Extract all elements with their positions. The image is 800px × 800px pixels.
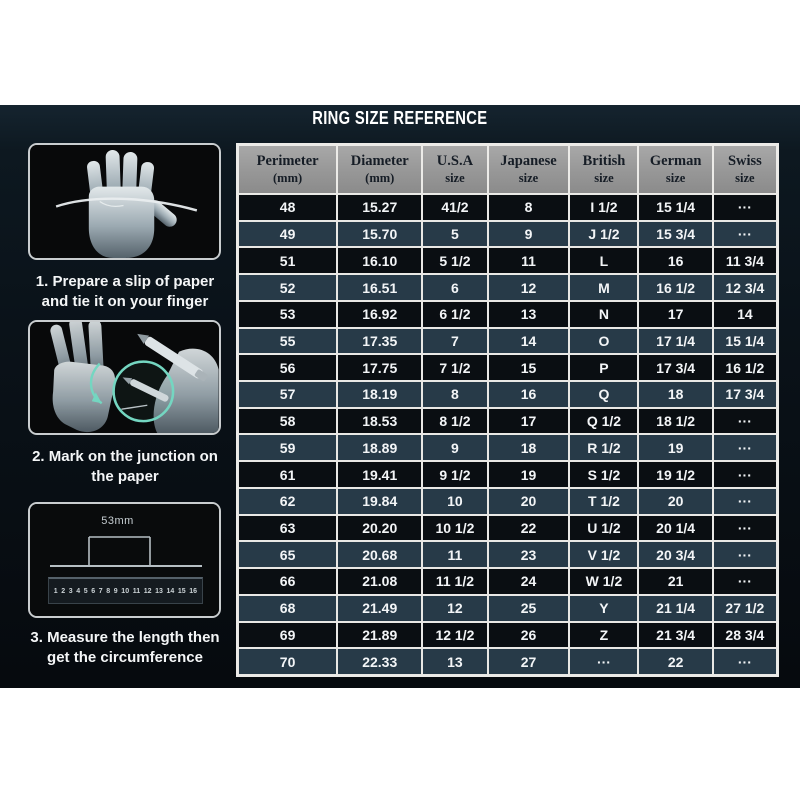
table-cell: N	[569, 301, 638, 328]
table-row	[238, 194, 777, 221]
marking-hands-icon	[30, 322, 219, 433]
step-2-caption-line-2: the paper	[91, 467, 159, 485]
table-cell: 17.75	[337, 354, 422, 381]
table-cell: 17 3/4	[713, 381, 777, 408]
page-title: RING SIZE REFERENCE	[312, 108, 488, 128]
header-cell-german: German size	[638, 145, 712, 194]
table-cell: ···	[713, 221, 777, 248]
ruler-number: 15	[177, 587, 186, 595]
table-cell: 21 1/4	[638, 595, 712, 622]
table-cell: 63	[238, 515, 337, 542]
table-cell: 15.27	[337, 194, 422, 221]
header-cell-swiss: Swiss size	[713, 145, 777, 194]
table-cell: 16 1/2	[713, 354, 777, 381]
ring-size-table	[236, 143, 779, 677]
ruler-number: 11	[132, 587, 141, 595]
table-cell: 17	[638, 301, 712, 328]
table-cell: 69	[238, 622, 337, 649]
table-cell: 9	[422, 434, 487, 461]
table-cell: 15 3/4	[638, 221, 712, 248]
table-cell: J 1/2	[569, 221, 638, 248]
table-cell: 9 1/2	[422, 461, 487, 488]
ruler-number: 6	[91, 587, 96, 595]
table-cell: 12 1/2	[422, 622, 487, 649]
table-cell: 10	[422, 488, 487, 515]
table-cell: 70	[238, 648, 337, 675]
table-cell: 23	[488, 541, 570, 568]
table-cell: 7	[422, 328, 487, 355]
step-1-caption	[0, 272, 250, 312]
ruler-number: 5	[83, 587, 88, 595]
table-cell: 57	[238, 381, 337, 408]
table-cell: 15 1/4	[638, 194, 712, 221]
table-cell: ···	[713, 648, 777, 675]
table-cell: ···	[713, 194, 777, 221]
ruler-number: 4	[76, 587, 81, 595]
table-cell: 24	[488, 568, 570, 595]
table-cell: O	[569, 328, 638, 355]
table-cell: 56	[238, 354, 337, 381]
table-cell: 12	[488, 274, 570, 301]
table-cell: R 1/2	[569, 434, 638, 461]
table-cell: 8	[488, 194, 570, 221]
table-cell: 41/2	[422, 194, 487, 221]
table-cell: 18.19	[337, 381, 422, 408]
step-3-caption-line-2: get the circumference	[47, 648, 203, 666]
header-cell-british: British size	[569, 145, 638, 194]
table-cell: V 1/2	[569, 541, 638, 568]
table-cell: 62	[238, 488, 337, 515]
table-cell: 14	[488, 328, 570, 355]
ruler-number: 12	[143, 587, 152, 595]
table-cell: 16	[488, 381, 570, 408]
table-row	[238, 221, 777, 248]
step-1-photo	[28, 143, 221, 260]
table-cell: T 1/2	[569, 488, 638, 515]
table-cell: 65	[238, 541, 337, 568]
table-cell: L	[569, 247, 638, 274]
table-cell: 49	[238, 221, 337, 248]
table-cell: 16.10	[337, 247, 422, 274]
table-row	[238, 274, 777, 301]
table-cell: 10 1/2	[422, 515, 487, 542]
table-cell: 22	[488, 515, 570, 542]
table-cell: 17 1/4	[638, 328, 712, 355]
ruler-number: 8	[106, 587, 111, 595]
table-cell: M	[569, 274, 638, 301]
header-cell-diameter: Diameter (mm)	[337, 145, 422, 194]
table-cell: U 1/2	[569, 515, 638, 542]
table-cell: 11 3/4	[713, 247, 777, 274]
table-row	[238, 515, 777, 542]
table-cell: 19 1/2	[638, 461, 712, 488]
ruler-number: 9	[113, 587, 118, 595]
length-label: 53mm	[101, 515, 134, 527]
table-row	[238, 595, 777, 622]
table-cell: 19.41	[337, 461, 422, 488]
table-header-row	[238, 145, 777, 194]
table-row	[238, 622, 777, 649]
table-cell: 17.35	[337, 328, 422, 355]
table-cell: 58	[238, 408, 337, 435]
ruler	[48, 577, 203, 604]
table-row	[238, 301, 777, 328]
step-3-photo	[28, 502, 221, 618]
table-cell: 11	[488, 247, 570, 274]
table-cell: 19	[638, 434, 712, 461]
table-cell: I 1/2	[569, 194, 638, 221]
table-cell: 21	[638, 568, 712, 595]
page-title-wrap	[0, 108, 800, 129]
table-cell: 8	[422, 381, 487, 408]
table-cell: 15	[488, 354, 570, 381]
header-cell-japanese: Japanese size	[488, 145, 570, 194]
table-cell: 5 1/2	[422, 247, 487, 274]
step-2-caption-line-1: 2. Mark on the junction on	[32, 448, 218, 465]
table-cell: 22	[638, 648, 712, 675]
hand-with-paper-strip-icon	[30, 145, 219, 258]
table-cell: 22.33	[337, 648, 422, 675]
table-cell: 20	[488, 488, 570, 515]
table-cell: 18.89	[337, 434, 422, 461]
table-cell: 68	[238, 595, 337, 622]
step-1-caption-line-2: and tie it on your finger	[41, 292, 209, 310]
ruler-number: 7	[98, 587, 103, 595]
step-3-caption	[0, 628, 250, 668]
table-cell: 15.70	[337, 221, 422, 248]
table-row	[238, 328, 777, 355]
table-row	[238, 541, 777, 568]
table-cell: 21 3/4	[638, 622, 712, 649]
table-cell: 21.08	[337, 568, 422, 595]
table-cell: P	[569, 354, 638, 381]
table-cell: 20.20	[337, 515, 422, 542]
table-cell: 13	[488, 301, 570, 328]
table-cell: 61	[238, 461, 337, 488]
table-cell: 8 1/2	[422, 408, 487, 435]
table-row	[238, 381, 777, 408]
table-cell: 16.51	[337, 274, 422, 301]
table-cell: 16.92	[337, 301, 422, 328]
table-cell: 53	[238, 301, 337, 328]
table-cell: 19	[488, 461, 570, 488]
table-cell: 28 3/4	[713, 622, 777, 649]
table-cell: 17	[488, 408, 570, 435]
ruler-number: 3	[68, 587, 73, 595]
table-cell: 6 1/2	[422, 301, 487, 328]
table-cell: 27	[488, 648, 570, 675]
table-cell: 51	[238, 247, 337, 274]
table-cell: Z	[569, 622, 638, 649]
magnifier-circle-icon	[114, 362, 173, 421]
ruler-number: 14	[166, 587, 175, 595]
table-cell: 17 3/4	[638, 354, 712, 381]
table-cell: 16 1/2	[638, 274, 712, 301]
step-1-caption-line-1: 1. Prepare a slip of paper	[35, 273, 215, 290]
table-cell: 13	[422, 648, 487, 675]
table-cell: 25	[488, 595, 570, 622]
table-cell: 14	[713, 301, 777, 328]
dark-panel	[0, 105, 800, 688]
table-cell: 9	[488, 221, 570, 248]
table-cell: 7 1/2	[422, 354, 487, 381]
table-cell: 66	[238, 568, 337, 595]
table-cell: 20 1/4	[638, 515, 712, 542]
step-3-caption-line-1: 3. Measure the length then	[30, 629, 220, 646]
ruler-number: 13	[155, 587, 163, 595]
table-cell: 12	[422, 595, 487, 622]
table-row	[238, 434, 777, 461]
table-cell: 20	[638, 488, 712, 515]
table-cell: W 1/2	[569, 568, 638, 595]
table-cell: 59	[238, 434, 337, 461]
table-row	[238, 461, 777, 488]
table-row	[238, 648, 777, 675]
table-row	[238, 408, 777, 435]
table-cell: 11 1/2	[422, 568, 487, 595]
table-cell: S 1/2	[569, 461, 638, 488]
table-cell: 27 1/2	[713, 595, 777, 622]
table-cell: 6	[422, 274, 487, 301]
table-cell: 55	[238, 328, 337, 355]
ruler-number: 2	[61, 587, 66, 595]
ruler-number: 1	[53, 587, 58, 595]
table-cell: 18.53	[337, 408, 422, 435]
table-cell: 20 3/4	[638, 541, 712, 568]
table-cell: 12 3/4	[713, 274, 777, 301]
table-row	[238, 354, 777, 381]
table-cell: ···	[713, 541, 777, 568]
table-cell: ···	[713, 434, 777, 461]
table-row	[238, 247, 777, 274]
table-cell: ···	[713, 568, 777, 595]
table-cell: ···	[713, 461, 777, 488]
table-cell: 19.84	[337, 488, 422, 515]
table-row	[238, 488, 777, 515]
ruler-number: 10	[121, 587, 130, 595]
table-cell: Q 1/2	[569, 408, 638, 435]
table-cell: 18 1/2	[638, 408, 712, 435]
table-body	[238, 194, 777, 675]
table-row	[238, 568, 777, 595]
table-cell: Y	[569, 595, 638, 622]
table-cell: ···	[713, 488, 777, 515]
table-cell: 21.49	[337, 595, 422, 622]
header-cell-usa: U.S.A size	[422, 145, 487, 194]
table-cell: 18	[638, 381, 712, 408]
header-cell-perimeter: Perimeter (mm)	[238, 145, 337, 194]
table-cell: 48	[238, 194, 337, 221]
table-cell: 16	[638, 247, 712, 274]
table-cell: ···	[569, 648, 638, 675]
step-2-caption	[0, 447, 250, 487]
table-cell: Q	[569, 381, 638, 408]
table-cell: ···	[713, 515, 777, 542]
table-cell: 15 1/4	[713, 328, 777, 355]
table-cell: 20.68	[337, 541, 422, 568]
step-2-photo	[28, 320, 221, 435]
ruler-diagram	[30, 504, 219, 616]
table-cell: ···	[713, 408, 777, 435]
table-cell: 21.89	[337, 622, 422, 649]
table-cell: 52	[238, 274, 337, 301]
table-cell: 18	[488, 434, 570, 461]
ruler-number: 16	[189, 587, 198, 595]
table-cell: 11	[422, 541, 487, 568]
table-cell: 5	[422, 221, 487, 248]
table-cell: 26	[488, 622, 570, 649]
